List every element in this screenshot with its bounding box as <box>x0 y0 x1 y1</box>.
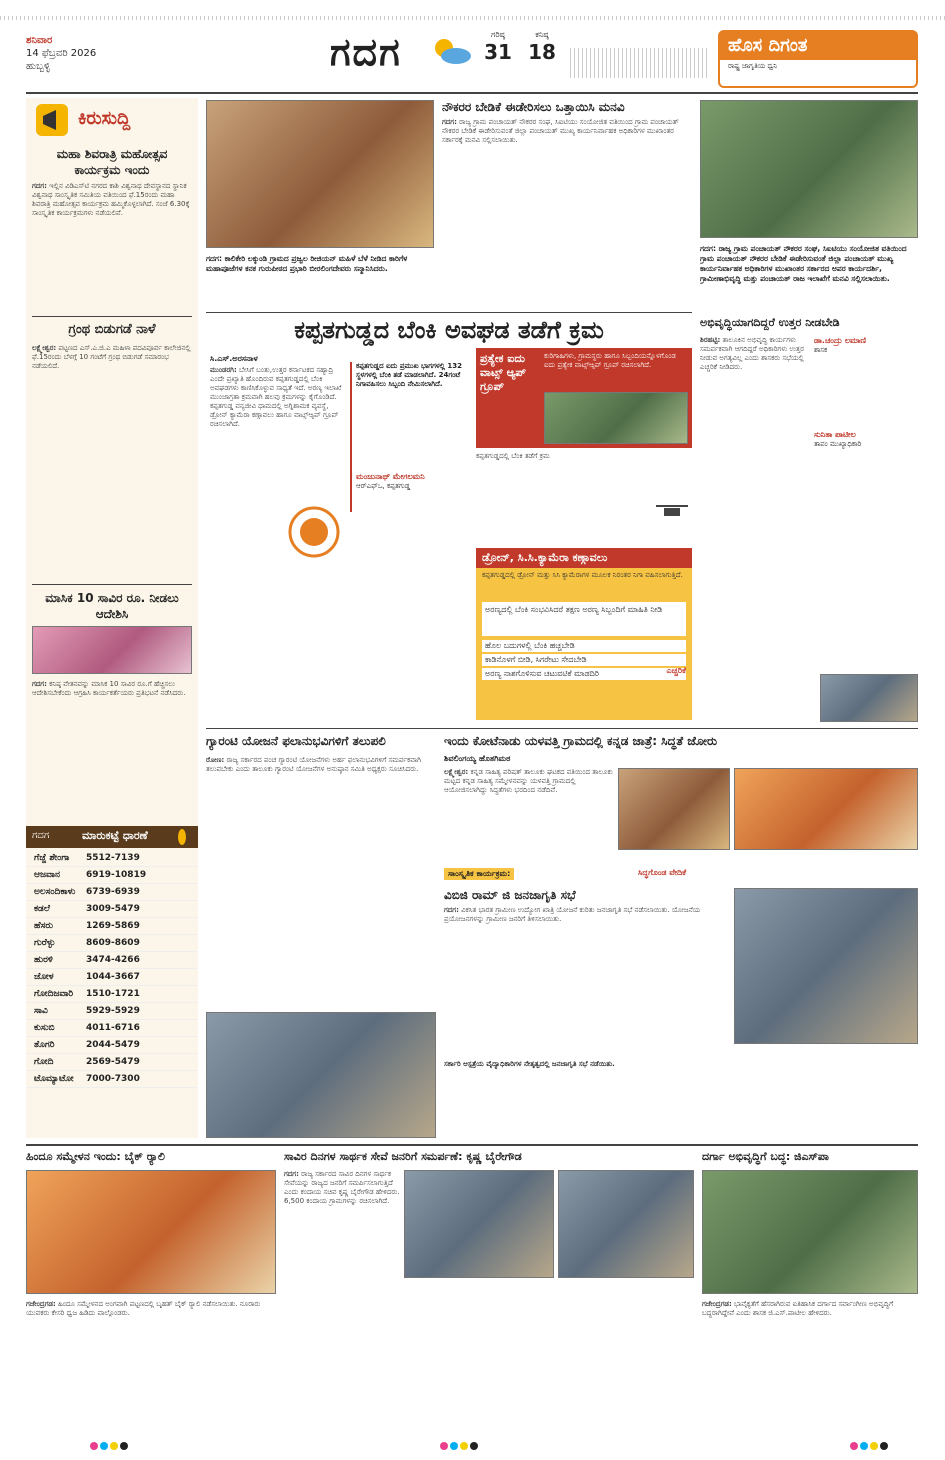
kirusuddi-divider-1 <box>32 316 192 317</box>
ram-photo <box>734 888 918 1044</box>
market-commodity: ಗೋದಿಜವಾರಿ <box>34 989 74 999</box>
reg-dot <box>450 1442 458 1450</box>
workers-caption: ಗದಗ: ರಾಜ್ಯ ಗ್ರಾಮ ಪಂಚಾಯತ್ ನೌಕರರ ಸಂಘ, ಸಿಐಟಿಯು ಸಂಯೋಜಿತ ವತಿಯಿಂದ ಗ್ರಾಮ ಪಂಚಾಯತ್ ನೌಕರರ ಬೇಡಿಕೆ ಈಡೇರಿಸುವಂತೆ ಜಿಲ್ಲಾ ಪಂಚಾಯತ್ ಮುಖ್ಯ ಕಾರ್ಯನಿರ್ವಾಹಕ ಅಧಿಕಾರಿಗಳ ಮುಖಾಂತರ ಸರ್ಕಾರದ ಅಪರ ಕಾರ್ಯದರ್ಶಿ, ಗ್ರಾಮೀಣಾಭಿವೃದ್ಧಿ ಮತ್ತು ಪಂಚಾಯತ್ ರಾಜ ಇಲಾಖೆಗೆ ಮನವಿ ಸಲ್ಲಿಸಲಾಯಿತು. <box>700 244 907 283</box>
sketch-body <box>700 336 810 666</box>
market-price: 8609-8609 <box>86 938 140 948</box>
1000days-headline: ಸಾವಿರ ದಿನಗಳ ಸಾರ್ಥಕ ಸೇವೆ ಜನರಿಗೆ ಸಮರ್ಪಣೆ: ಕೃಷ್ಣ ಬೈರೇಗೌಡ <box>284 1150 522 1163</box>
market-row <box>26 986 198 1003</box>
market-commodity: ಗೋದಿ <box>34 1057 54 1067</box>
sketch-quote-1 <box>814 336 918 355</box>
reg-dot <box>120 1442 128 1450</box>
guarantee-headline: ಗ್ಯಾರಂಟಿ ಯೋಜನೆ ಫಲಾನುಭವಿಗಳಿಗೆ ತಲುಪಲಿ <box>206 734 386 748</box>
minister-photo-1 <box>404 1170 554 1278</box>
workers-headline: ನೌಕರರ ಬೇಡಿಕೆ ಈಡೇರಿಸಲು ಒತ್ತಾಯಿಸಿ ಮನವಿ <box>442 100 625 114</box>
masthead-day: ಶನಿವಾರ <box>26 35 53 46</box>
dargah-body <box>702 1300 918 1434</box>
market-price: 2044-5479 <box>86 1040 140 1050</box>
drone-title: ಡ್ರೋನ್, ಸಿ.ಸಿ.ಕ್ಯಾಮೆರಾ ಕಣ್ಗಾವಲು <box>476 548 692 568</box>
hill-photo <box>544 392 688 444</box>
logo-subtitle: ರಾಷ್ಟ್ರ ಜಾಗೃತಿಯ ಧ್ವನಿ <box>728 62 778 70</box>
market-title: ಮಾರುಕಟ್ಟೆ ಧಾರಣೆ <box>82 829 148 842</box>
temp-min <box>522 30 562 64</box>
row3-rule <box>206 728 918 729</box>
masthead-hatch-right <box>570 48 710 78</box>
newspaper-logo <box>718 30 918 88</box>
jatre-headline: ಇಂದು ಕೋಟೆನಾಡು ಯಳವತ್ತಿ ಗ್ರಾಮದಲ್ಲಿ ಕನ್ನಡ ಜಾತ್ರೆ: ಸಿದ್ಧತೆ ಜೋರು <box>444 734 718 748</box>
market-commodity: ಗುರೆಳ್ಳು <box>34 938 56 948</box>
market-price: 1269-5869 <box>86 921 140 931</box>
market-row <box>26 952 198 969</box>
ram-dateline: ಗದಗ: <box>444 906 459 914</box>
market-commodity: ಕಡಲೆ <box>34 904 50 914</box>
drone-body: ಕಪ್ಪತಗುಡ್ಡದಲ್ಲಿ ಡ್ರೋನ್ ಮತ್ತು ಸಿಸಿ ಕ್ಯಾಮೆರಾಗಳ ಮೂಲಕ ನಿರಂತರ ನಿಗಾ ವಹಿಸಲಾಗುತ್ತಿದೆ. <box>482 571 683 579</box>
hindu-text: ಹಿಂದೂ ಸಮ್ಮೇಳನದ ಅಂಗವಾಗಿ ಪಟ್ಟಣದಲ್ಲಿ ಬೃಹತ್ ಬೈಕ್ ರ್‍ಯಾಲಿ ನಡೆಸಲಾಯಿತು. ನೂರಾರು ಯುವಕರು ಕೇಸರಿ ಧ್ವಜ ಹಿಡಿದು ಪಾಲ್ಗೊಂಡರು. <box>26 1300 261 1317</box>
meeting-photo <box>820 674 918 722</box>
protest-photo <box>32 626 192 674</box>
kirusuddi-3-body <box>32 680 192 812</box>
minister-photo-2 <box>558 1170 694 1278</box>
market-price: 4011-6716 <box>86 1023 140 1033</box>
masthead-hatch <box>0 16 945 20</box>
sketch-quote-2 <box>814 430 918 449</box>
page-title: ಗದಗ <box>330 30 402 74</box>
reg-dot <box>880 1442 888 1450</box>
temp-min-label: ಕನಿಷ್ಠ <box>535 30 549 39</box>
grain-icon <box>172 827 192 847</box>
workers-body <box>442 118 692 304</box>
jatre-stage-label: ಸಿದ್ಧಗೊಂಡ ವೇದಿಕೆ <box>638 868 687 877</box>
market-price: 6919-10819 <box>86 870 147 880</box>
jatre-program-label: ಸಾಂಸ್ಕೃತಿಕ ಕಾರ್ಯಕ್ರಮ: <box>444 868 514 880</box>
sketch-quote2-name: ಸುನಿತಾ ಪಾಟೀಲ <box>814 430 856 439</box>
workers-text: ರಾಜ್ಯ ಗ್ರಾಮ ಪಂಚಾಯತ್ ನೌಕರರ ಸಂಘ, ಸಿಐಟಿಯು ಸಂಯೋಜಿತ ವತಿಯಿಂದ ಗ್ರಾಮ ಪಂಚಾಯತ್ ನೌಕರರ ಬೇಡಿಕೆ ಈಡೇರಿಸುವಂತೆ ಜಿಲ್ಲಾ ಪಂಚಾಯತ್ ಮುಖ್ಯ ಕಾರ್ಯನಿರ್ವಾಹಕ ಅಧಿಕಾರಿಗಳ ಮುಖಾಂತರ ಸರ್ಕಾರಕ್ಕೆ ಮನವಿ ಸಲ್ಲಿಸಲಾಯಿತು. <box>442 118 679 144</box>
reg-dot <box>460 1442 468 1450</box>
masthead-date-block <box>26 34 96 73</box>
whatsapp-box <box>476 348 692 448</box>
kirusuddi-3-headline: ಮಾಸಿಕ 10 ಸಾವಿರ ರೂ. ನೀಡಲು ಆದೇಶಿಸಿ <box>45 591 179 621</box>
dargah-dateline: ಗಜೇಂದ್ರಗಡ: <box>702 1300 732 1308</box>
sketch-headline: ಅಭಿವೃದ್ಧಿಯಾಗದಿದ್ದರೆ ಉತ್ತರ ನೀಡಬೇಡಿ <box>700 316 840 329</box>
market-commodity: ಹೆಸರು <box>34 921 53 931</box>
market-commodity: ತೊಗರಿ <box>34 1040 55 1050</box>
main-story-rule <box>206 312 692 313</box>
market-row <box>26 884 198 901</box>
market-commodity: ಟೊಮ್ಯಾಟೋ <box>34 1074 74 1084</box>
reg-dot <box>90 1442 98 1450</box>
market-row <box>26 867 198 884</box>
ram-text: ವಿಕಸಿತ ಭಾರತ ಗ್ರಾಮೀಣ ಉದ್ಯೋಗ ಖಾತ್ರಿ ಯೋಜನೆ ಕುರಿತು ಜನಜಾಗೃತಿ ಸಭೆ ನಡೆಸಲಾಯಿತು. ಯೋಜನೆಯ ಪ್ರಯೋಜನಗಳನ್ನು ಗ್ರಾಮೀಣ ಜನರಿಗೆ ತಿಳಿಸಲಾಯಿತು. <box>444 906 701 923</box>
sketch-dateline: ಶಿರಹಟ್ಟಿ: <box>700 336 721 344</box>
market-commodity: ಗೆಜ್ಜೆ ಶೇಂಗಾ <box>34 853 70 863</box>
market-commodity: ಹುರಳಿ <box>34 955 53 965</box>
reg-dot <box>850 1442 858 1450</box>
market-commodity: ಆಜವಾನ <box>34 870 60 880</box>
market-row <box>26 901 198 918</box>
hindu-dateline: ಗಜೇಂದ್ರಗಡ: <box>26 1300 56 1308</box>
sketch-text: ತಾಲೂಕಿನ ಅಭಿವೃದ್ಧಿ ಕಾರ್ಯಗಳು ಸಮರ್ಪಕವಾಗಿ ಆಗದಿದ್ದರೆ ಅಧಿಕಾರಿಗಳು ಉತ್ತರ ನೀಡುವ ಅಗತ್ಯವಿಲ್ಲ ಎಂದು ಶಾಸಕರು ಸಭೆಯಲ್ಲಿ ಎಚ್ಚರಿಕೆ ನೀಡಿದರು. <box>700 336 804 371</box>
digant-seal-icon <box>288 506 340 558</box>
market-table <box>26 850 198 1088</box>
megaphone-icon <box>34 102 70 138</box>
reg-dot <box>470 1442 478 1450</box>
guarantee-dateline: ರೋಣ: <box>206 756 225 764</box>
kirusuddi-3-dateline: ಗದಗ: <box>32 680 47 688</box>
sketch-quote2-role: ತಾಪಂ ಮುಖ್ಯಾಧಿಕಾರಿ <box>814 440 862 448</box>
jatre-body <box>444 768 614 864</box>
temp-max-label: ಗರಿಷ್ಠ <box>491 30 505 39</box>
market-price: 2569-5479 <box>86 1057 140 1067</box>
main-story-dateline: ಮುಂಡರಗಿ: <box>210 366 237 374</box>
reg-dot <box>110 1442 118 1450</box>
dargah-text: ಭಾವೈಕ್ಯತೆಗೆ ಹೆಸರಾಗಿರುವ ಐತಿಹಾಸಿಕ ದರ್ಗಾದ ಸರ್ವಾಂಗೀಣ ಅಭಿವೃದ್ಧಿಗೆ ಬದ್ಧರಾಗಿದ್ದೇವೆ ಎಂದು ಶಾಸಕ ಜಿ.ಎಸ್.ಪಾಟೀಲ ಹೇಳಿದರು. <box>702 1300 894 1317</box>
market-row <box>26 850 198 867</box>
market-row <box>26 1037 198 1054</box>
main-photo-caption: ಕಪ್ಪತಗುಡ್ಡದಲ್ಲಿ ಬೆಂಕಿ ತಡೆಗೆ ಕ್ರಮ <box>476 452 550 460</box>
market-header <box>26 826 198 848</box>
reg-dot <box>860 1442 868 1450</box>
kirusuddi-divider-2 <box>32 584 192 585</box>
market-price: 6739-6939 <box>86 887 140 897</box>
market-row <box>26 1054 198 1071</box>
main-story-byline: ಸಿ.ಎಸ್.ಅರಸನಾಳ <box>210 354 258 363</box>
market-price: 3474-4266 <box>86 955 140 965</box>
whatsapp-title: ಪ್ರತ್ಯೇಕ ಐದು ವಾಟ್ಸ್ ಆ್ಯಪ್ ಗ್ರೂಪ್ <box>480 352 526 393</box>
jatre-dateline: ಲಕ್ಷ್ಮೇಶ್ವರ: <box>444 768 469 776</box>
hindu-headline: ಹಿಂದೂ ಸಮ್ಮೇಳನ ಇಂದು: ಬೈಕ್ ರ್‍ಯಾಲಿ <box>26 1150 165 1163</box>
event-photo <box>206 100 434 248</box>
temple-photo <box>618 768 730 850</box>
market-price: 1044-3667 <box>86 972 140 982</box>
1000days-dateline: ಗದಗ: <box>284 1170 299 1178</box>
logo-text: ಹೊಸ ದಿಗಂತ <box>720 32 916 60</box>
market-price: 7000-7300 <box>86 1074 140 1084</box>
reg-dot <box>100 1442 108 1450</box>
market-price: 5929-5929 <box>86 1006 140 1016</box>
kirusuddi-badge <box>34 102 194 138</box>
ram-body <box>444 906 730 1056</box>
row4-rule <box>26 1144 918 1146</box>
temp-max <box>478 30 518 64</box>
workers-dateline: ಗದಗ: <box>442 118 457 126</box>
quote-role: ಆರ್‌ಎಫ್‌ಒ, ಕಪ್ಪತಗುಡ್ಡ <box>356 482 411 490</box>
market-row <box>26 1020 198 1037</box>
warn-2: ಹೊಲ ಬದುಗಳಲ್ಲಿ ಬೆಂಕಿ ಹಚ್ಚಬೇಡಿ <box>482 640 686 652</box>
temp-max-value: 31 <box>484 40 512 64</box>
hindu-body <box>26 1300 276 1434</box>
stage-photo <box>734 768 918 850</box>
kirusuddi-2-headline: ಗ್ರಂಥ ಬಿಡುಗಡೆ ನಾಳೆ <box>68 322 156 337</box>
warn-tag: ಎಚ್ಚರಿಕೆ <box>666 666 686 675</box>
event-photo-caption: ಗದಗ: ಕಾಲಿಕೇರಿ ಲಕ್ಕುಂಡಿ ಗ್ರಾಮದ ಪ್ರಜ್ವಲ ರೀಜಿಯನ್ ಮಹಿಳೆ ಬೆಳೆ ನೀಡಿದ ಕಾರಿಗೆಳ ಮಹಾಪೂಜೆಗಳ ಕನಕ ಗುರುಪೀಠದ ಪ್ರಭಾರಿ ಬೀರಲಿಂಗದೇವರು ಸನ್ಮಾನಿಸಿದರು. <box>206 254 408 273</box>
dargah-headline: ದರ್ಗಾ ಅಭಿವೃದ್ಧಿಗೆ ಬದ್ಧ: ಜಿಎಸ್‌ಪಾ <box>702 1150 829 1163</box>
masthead-city: ಹುಬ್ಬಳ್ಳಿ <box>26 61 51 72</box>
market-price: 3009-5479 <box>86 904 140 914</box>
kirusuddi-1-headline: ಮಹಾ ಶಿವರಾತ್ರಿ ಮಹೋತ್ಸವ ಕಾರ್ಯಕ್ರಮ ಇಂದು <box>56 147 168 177</box>
kirusuddi-1-dateline: ಗದಗ: <box>32 182 47 190</box>
jatre-text: ಕನ್ನಡ ಸಾಹಿತ್ಯ ಪರಿಷತ್ ತಾಲೂಕು ಘಟಕದ ವತಿಯಿಂದ ತಾಲೂಕು ಮಟ್ಟದ ಕನ್ನಡ ಸಾಹಿತ್ಯ ಸಮ್ಮೇಳನವನ್ನು ಯಳವತ್ತಿ ಗ್ರಾಮದಲ್ಲಿ ಆಯೋಜಿಸಲಾಗಿದ್ದು ಸಿದ್ಧತೆಗಳು ಭರದಿಂದ ನಡೆದಿವೆ. <box>444 768 613 794</box>
warn-4: ಅರಣ್ಯ ನಾಶಗೊಳಿಸುವ ಚಟುವಟಿಕೆ ಮಾಡದಿರಿ <box>482 668 686 680</box>
market-city: ಗದಗ <box>32 830 50 841</box>
market-row <box>26 918 198 935</box>
market-row <box>26 969 198 986</box>
reg-dot <box>870 1442 878 1450</box>
guarantee-text: ರಾಜ್ಯ ಸರ್ಕಾರದ ಪಂಚ ಗ್ಯಾರಂಟಿ ಯೋಜನೆಗಳು ಅರ್ಹ ಫಲಾನುಭವಿಗಳಿಗೆ ಸಮರ್ಪಕವಾಗಿ ತಲುಪಬೇಕು ಎಂದು ತಾಲೂಕು ಗ್ಯಾರಂಟಿ ಯೋಜನೆಗಳ ಅನುಷ್ಠಾನ ಸಮಿತಿ ಅಧ್ಯಕ್ಷರು ಸೂಚಿಸಿದರು. <box>206 756 421 773</box>
market-price: 5512-7139 <box>86 853 140 863</box>
kirusuddi-label: ಕಿರುಸುದ್ದಿ <box>78 108 131 129</box>
1000days-body <box>284 1170 400 1434</box>
ram-headline: ವಿಬಿಜಿ ರಾಮ್ ಜಿ ಜನಜಾಗೃತಿ ಸಭೆ <box>444 888 576 902</box>
market-row <box>26 935 198 952</box>
partly-cloudy-icon <box>430 36 474 66</box>
market-price: 1510-1721 <box>86 989 140 999</box>
sketch-quote1-name: ಡಾ.ಚಂದ್ರು ಲಮಾಣಿ <box>814 336 867 345</box>
market-commodity: ಸಾವಿ <box>34 1006 48 1016</box>
ram-caption: ಸರ್ಕಾರಿ ಆಸ್ಪತ್ರೆಯ ವೈದ್ಯಾಧಿಕಾರಿಗಳ ನೇತೃತ್ವದಲ್ಲಿ ಜನಜಾಗೃತಿ ಸಭೆ ನಡೆಯಿತು. <box>444 1060 615 1068</box>
market-row <box>26 1071 198 1088</box>
reg-dot <box>440 1442 448 1450</box>
kirusuddi-2-body <box>32 344 192 580</box>
workers-photo <box>700 100 918 238</box>
guarantee-photo <box>206 1012 436 1138</box>
jatre-byline: ಶಿವಲಿಂಗಯ್ಯ ಹೊತಗಿಮಠ <box>444 754 511 763</box>
market-commodity: ಅಲಸಂದಿಕಾಳು <box>34 887 76 897</box>
1000days-text: ರಾಜ್ಯ ಸರ್ಕಾರದ ಸಾವಿರ ದಿನಗಳ ಸಾರ್ಥಕ ಸೇವೆಯನ್ನು ರಾಜ್ಯದ ಜನರಿಗೆ ಸಮರ್ಪಿಸಲಾಗುತ್ತಿದೆ ಎಂದು ಕಂದಾಯ ಸಚಿವ ಕೃಷ್ಣ ಬೈರೇಗೌಡ ಹೇಳಿದರು. 6,500 ಕಂದಾಯ ಗ್ರಾಮಗಳನ್ನು ರಚಿಸಲಾಗಿದೆ. <box>284 1170 400 1205</box>
masthead-date: 14 ಫೆಬ್ರವರಿ 2026 <box>26 48 97 59</box>
main-story-highlights <box>350 362 470 512</box>
warn-3: ಕಾಡಿನೊಳಗೆ ಬೀಡಿ, ಸಿಗರೇಟು ಸೇದಬೇಡಿ <box>482 654 686 666</box>
main-story-headline: ಕಪ್ಪತಗುಡ್ಡದ ಬೆಂಕಿ ಅವಘಡ ತಡೆಗೆ ಕ್ರಮ <box>294 316 604 344</box>
warn-1: ಅರಣ್ಯದಲ್ಲಿ ಬೆಂಕಿ ಸಂಭವಿಸಿದರೆ ತಕ್ಷಣ ಅರಣ್ಯ ಸಿಬ್ಬಂದಿಗೆ ಮಾಹಿತಿ ನೀಡಿ <box>482 602 686 636</box>
kirusuddi-1-body <box>32 182 192 310</box>
drone-icon <box>654 500 690 524</box>
kirusuddi-1-text: ಇಲ್ಲಿನ ವಿಡಿಎಸ್‌ಟಿ ನಗರದ ಕಾಶಿ ವಿಶ್ವನಾಥ ದೇವಸ್ಥಾನದ ಸ್ಥಾನಿಕ ವಿಶ್ವನಾಥ ಸಾಂಸ್ಕೃತಿಕ ಸಮಿತಿಯ ವತಿಯಿಂದ ಫೆ.15ರಂದು ಮಹಾ ಶಿವರಾತ್ರಿ ಮಹೋತ್ಸವ ಕಾರ್ಯಕ್ರಮ ಹಮ್ಮಿಕೊಳ್ಳಲಾಗಿದೆ. ಸಂಜೆ 6.30ಕ್ಕೆ ಸಾಂಸ್ಕೃತಿಕ ಕಾರ್ಯಕ್ರಮಗಳು ನಡೆಯಲಿವೆ. <box>32 182 190 217</box>
temp-min-value: 18 <box>528 40 556 64</box>
quote-name: ಮಂಜುನಾಥ್ ಮೇಗಲಮನಿ <box>356 472 425 481</box>
main-story-text: ಬೇಸಿಗೆ ಬಂತು,ಉತ್ತರ ಕರ್ನಾಟಕದ ಸಹ್ಯಾದ್ರಿ ಎಂದೇ ಪ್ರಖ್ಯಾತಿ ಹೊಂದಿರುವ ಕಪ್ಪತಗುಡ್ಡದಲ್ಲಿ ಬೆಂಕಿ ಅವಘಡಗಳು ಕಾಣಿಸಿಕೊಳ್ಳುವ ಸಾಧ್ಯತೆ ಇದೆ. ಅರಣ್ಯ ಇಲಾಖೆ ಮುಂಜಾಗ್ರತಾ ಕ್ರಮವಾಗಿ ಹಲವು ಕ್ರಮಗಳನ್ನು ಕೈಗೊಂಡಿದೆ. ಕಪ್ಪತಗುಡ್ಡ ವನ್ಯಜೀವಿ ಧಾಮದಲ್ಲಿ ಅಗ್ನಿಶಾಮಕ ವ್ಯವಸ್ಥೆ, ಡ್ರೋನ್ ಕ್ಯಾಮೆರಾ ಕಣ್ಗಾವಲು ಹಾಗೂ ವಾಟ್ಸ್‌ಆ್ಯಪ್ ಗ್ರೂಪ್ ರಚಿಸಲಾಗಿದೆ. <box>210 366 342 428</box>
drone-box <box>476 548 692 720</box>
whatsapp-body: ಕುರಿಗಾಹಿಗಳು, ಗ್ರಾಮಸ್ಥರು ಹಾಗೂ ಸಿಬ್ಬಂದಿಯನ್ನೊಳಗೊಂಡ ಐದು ಪ್ರತ್ಯೇಕ ವಾಟ್ಸ್‌ಆ್ಯಪ್ ಗ್ರೂಪ್ ರಚಿಸಲಾಗಿದೆ. <box>544 352 676 369</box>
rally-photo <box>26 1170 276 1294</box>
sketch-quote1-role: ಶಾಸಕ <box>814 346 828 354</box>
market-commodity: ಕುಸುಬಿ <box>34 1023 55 1033</box>
dargah-photo <box>702 1170 918 1294</box>
masthead-rule <box>26 92 918 94</box>
highlights-text: ಕಪ್ಪತಗುಡ್ಡದ ಐದು ಪ್ರಮುಖ ಭಾಗಗಳಲ್ಲಿ 132 ಸ್ಥಳಗಳಲ್ಲಿ ಬೆಂಕಿ ತಡೆ ಮಾಡಲಾಗಿದೆ. 24ಗಂಟೆ ನಿಗಾವಹಿಸಲು ಸಿಬ್ಬಂದಿ ನೇಮಿಸಲಾಗಿದೆ. <box>356 362 463 388</box>
kirusuddi-2-text: ಪಟ್ಟಣದ ಎಸ್.ಎ.ಜಿ.ಎ ಮಹಿಳಾ ಪದವಿಪೂರ್ವ ಕಾಲೇಜಿನಲ್ಲಿ ಫೆ.15ರಂದು ಬೆಳಗ್ಗೆ 10 ಗಂಟೆಗೆ ಗ್ರಂಥ ಬಿಡುಗಡೆ ಸಮಾರಂಭ ನಡೆಯಲಿದೆ. <box>32 344 191 370</box>
guarantee-body <box>206 756 436 1008</box>
kirusuddi-3-text: ಕನಿಷ್ಠ ವೇತನವನ್ನು ಮಾಸಿಕ 10 ಸಾವಿರ ರೂ.ಗೆ ಹೆಚ್ಚಿಸಲು ಆದೇಶಿಸಬೇಕೆಂದು ಆಗ್ರಹಿಸಿ ಕಾರ್ಯಕರ್ತೆಯರು ಪ್ರತಿಭಟನೆ ನಡೆಸಿದರು. <box>32 680 186 697</box>
market-commodity: ಜೋಳ <box>34 972 54 982</box>
kirusuddi-2-dateline: ಲಕ್ಷ್ಮೇಶ್ವರ: <box>32 344 57 352</box>
market-row <box>26 1003 198 1020</box>
